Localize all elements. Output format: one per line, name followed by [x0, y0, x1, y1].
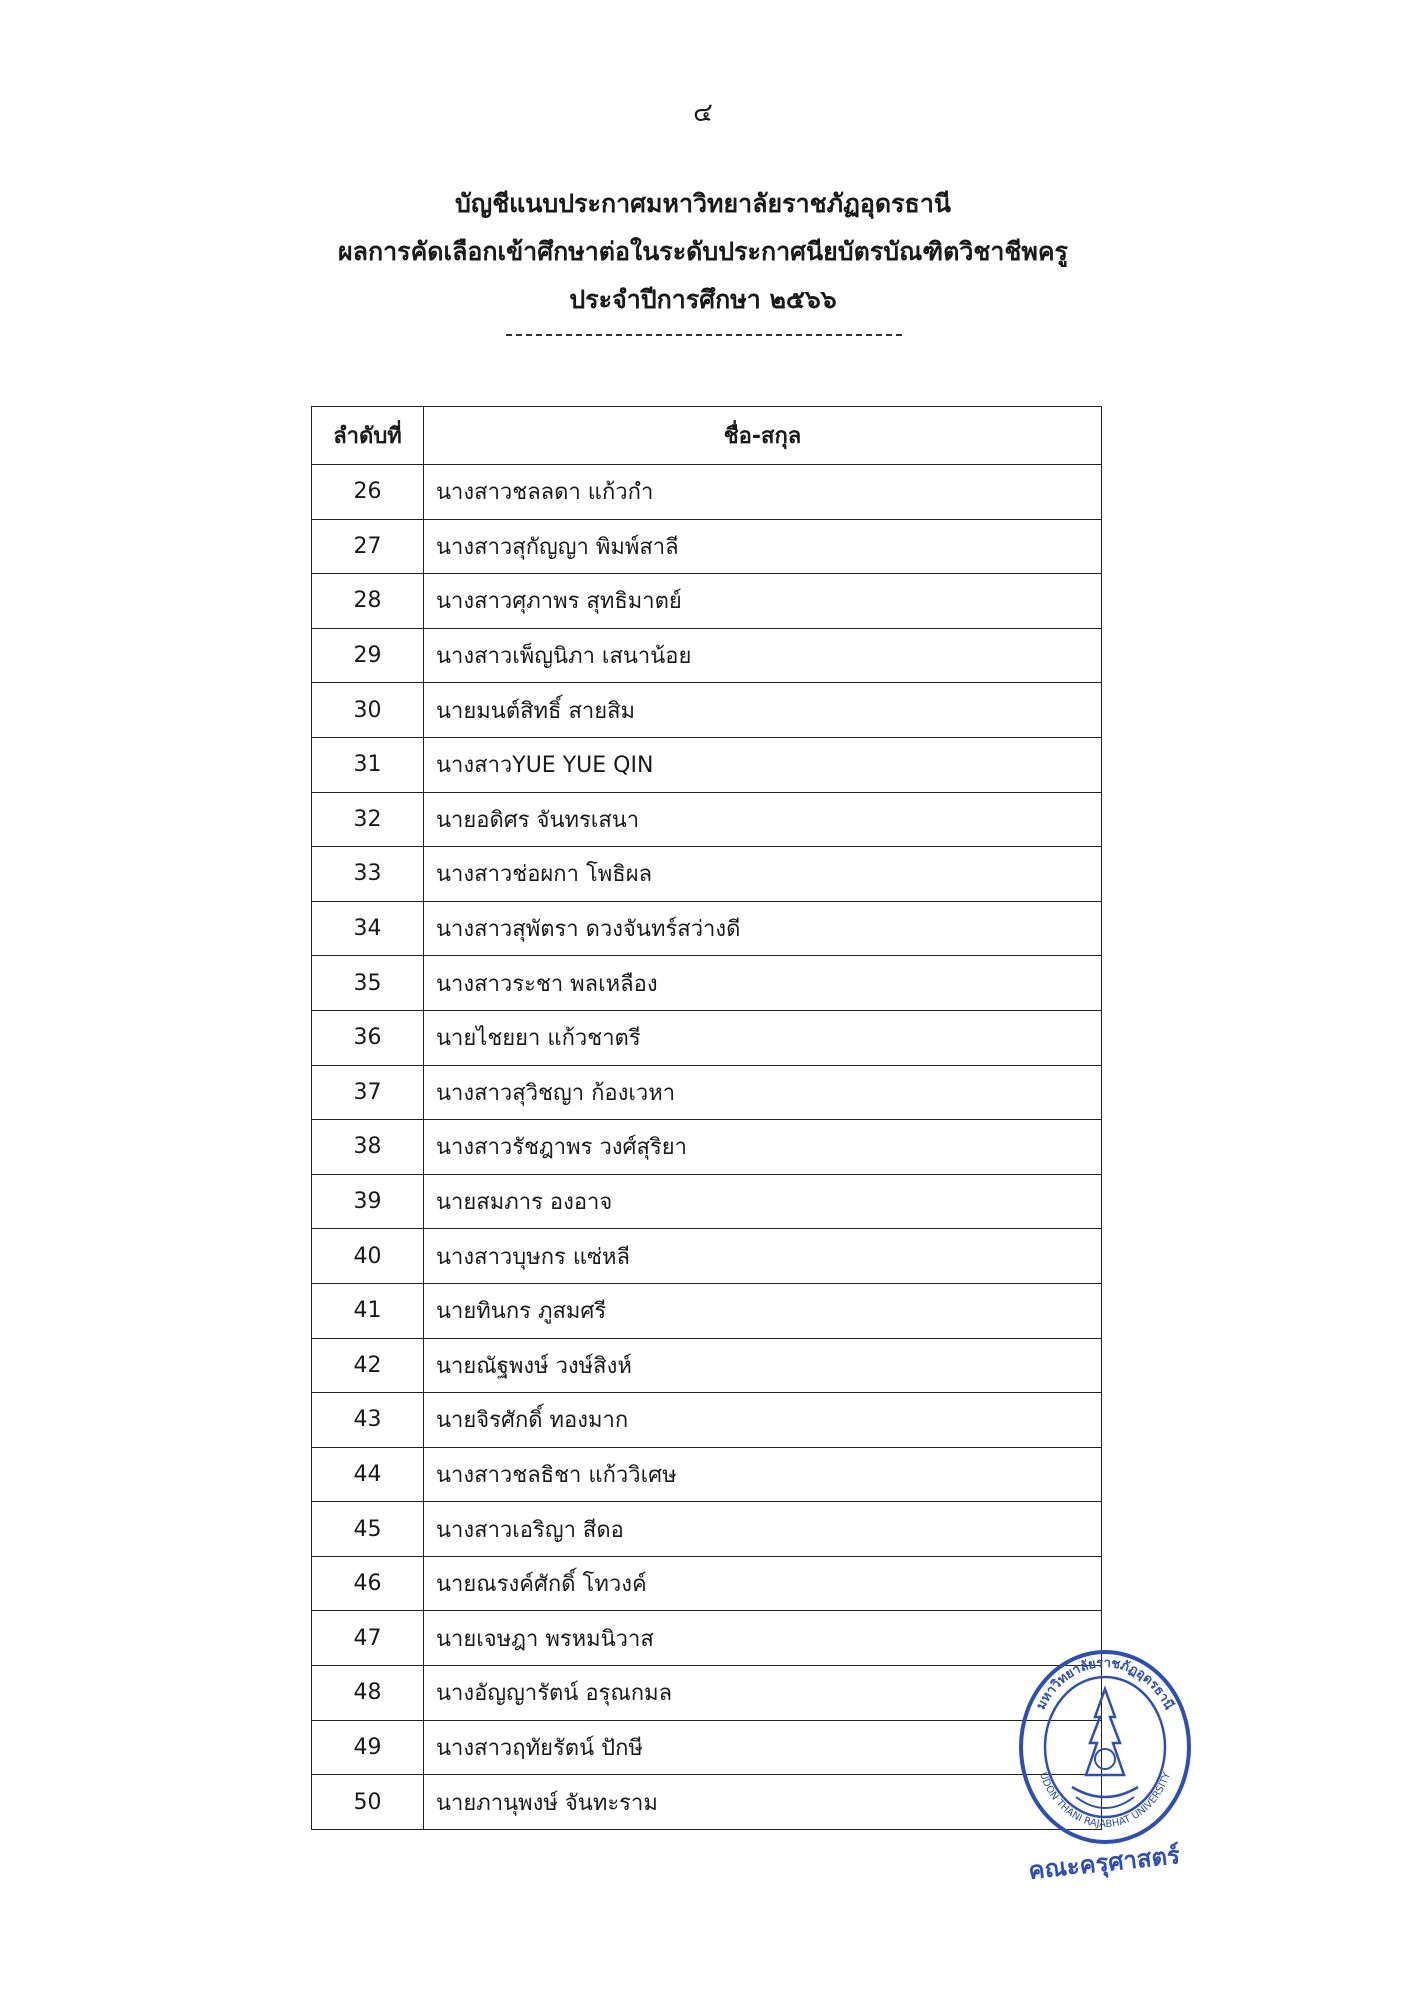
row-number: 45 [312, 1502, 424, 1557]
row-number: 36 [312, 1010, 424, 1065]
table-row [312, 792, 1102, 847]
table-row [312, 1447, 1102, 1502]
table-row [312, 1174, 1102, 1229]
seal-ring-text-top: มหาวิทยาลัยราชภัฏอุดรธานี [1033, 1655, 1177, 1713]
seal-graphic [1014, 1647, 1196, 1887]
row-number: 26 [312, 465, 424, 520]
table-row [312, 574, 1102, 629]
row-number: 29 [312, 628, 424, 683]
table-row [312, 956, 1102, 1011]
row-full-name: นายทินกร ภูสมศรี [424, 1283, 1102, 1338]
row-number: 34 [312, 901, 424, 956]
table-row [312, 628, 1102, 683]
table-row [312, 847, 1102, 902]
row-full-name: นางสาวสุกัญญา พิมพ์สาลี [424, 519, 1102, 574]
row-full-name: นางอัญญารัตน์ อรุณกมล [424, 1666, 1102, 1721]
table-row [312, 1720, 1102, 1775]
table-row [312, 1556, 1102, 1611]
row-full-name: นางสาวชลธิชา แก้ววิเศษ [424, 1447, 1102, 1502]
row-full-name: นายณัฐพงษ์ วงษ์สิงห์ [424, 1338, 1102, 1393]
row-full-name: นางสาวYUE YUE QIN [424, 737, 1102, 792]
table-row [312, 1010, 1102, 1065]
row-full-name: นางสาวระชา พลเหลือง [424, 956, 1102, 1011]
table-row [312, 1611, 1102, 1666]
heading-line-3: ประจำปีการศึกษา ๒๕๖๖ [569, 285, 837, 314]
row-number: 43 [312, 1393, 424, 1448]
svg-text:UDON THANI RAJABHAT UNIVERSITY [1037, 1770, 1173, 1830]
row-full-name: นายสมภาร องอาจ [424, 1174, 1102, 1229]
row-number: 27 [312, 519, 424, 574]
column-header-number: ลำดับที่ [312, 407, 424, 465]
row-number: 38 [312, 1120, 424, 1175]
results-table [311, 406, 1102, 1830]
table-row [312, 683, 1102, 738]
heading-line-1: บัญชีแนบประกาศมหาวิทยาลัยราชภัฏอุดรธานี [455, 189, 951, 218]
results-table-container [311, 406, 1101, 1830]
table-row [312, 1229, 1102, 1284]
row-full-name: นางสาวศุภาพร สุทธิมาตย์ [424, 574, 1102, 629]
row-full-name: นางสาวเพ็ญนิภา เสนาน้อย [424, 628, 1102, 683]
table-header-row [312, 407, 1102, 465]
document-heading [0, 180, 1406, 324]
row-number: 42 [312, 1338, 424, 1393]
table-row [312, 1666, 1102, 1721]
row-full-name: นายไชยยา แก้วชาตรี [424, 1010, 1102, 1065]
row-full-name: นางสาวสุวิชญา ก้องเวหา [424, 1065, 1102, 1120]
row-number: 31 [312, 737, 424, 792]
separator-line [506, 334, 902, 336]
row-number: 44 [312, 1447, 424, 1502]
seal-ring-text-bottom: UDON THANI RAJABHAT UNIVERSITY [1037, 1771, 1173, 1831]
row-full-name: นางสาวเอริญา สีดอ [424, 1502, 1102, 1557]
row-number: 28 [312, 574, 424, 629]
table-body [312, 465, 1102, 1830]
row-number: 37 [312, 1065, 424, 1120]
table-row [312, 465, 1102, 520]
row-full-name: นายภานุพงษ์ จันทะราม [424, 1775, 1102, 1830]
row-number: 33 [312, 847, 424, 902]
page-number: ๔ [693, 98, 713, 128]
row-number: 35 [312, 956, 424, 1011]
table-row [312, 1393, 1102, 1448]
row-full-name: นางสาวรัชฎาพร วงศ์สุริยา [424, 1120, 1102, 1175]
table-row [312, 1283, 1102, 1338]
row-full-name: นางสาวบุษกร แซ่หลี [424, 1229, 1102, 1284]
table-row [312, 901, 1102, 956]
row-number: 50 [312, 1775, 424, 1830]
row-full-name: นางสาวฤทัยรัตน์ ปักษี [424, 1720, 1102, 1775]
row-number: 32 [312, 792, 424, 847]
row-full-name: นางสาวสุพัตรา ดวงจันทร์สว่างดี [424, 901, 1102, 956]
row-full-name: นายจิรศักดิ์ ทองมาก [424, 1393, 1102, 1448]
table-row [312, 1502, 1102, 1557]
row-full-name: นายณรงค์ศักดิ์ โทวงค์ [424, 1556, 1102, 1611]
table-row [312, 1775, 1102, 1830]
row-full-name: นายเจษฎา พรหมนิวาส [424, 1611, 1102, 1666]
row-full-name: นางสาวช่อผกา โพธิผล [424, 847, 1102, 902]
seal-stamp-text: คณะครุศาสตร์ [1027, 1841, 1182, 1885]
row-number: 40 [312, 1229, 424, 1284]
row-number: 49 [312, 1720, 424, 1775]
svg-text:มหาวิทยาลัยราชภัฏอุดรธานี [1034, 1656, 1177, 1712]
heading-line-2: ผลการคัดเลือกเข้าศึกษาต่อในระดับประกาศนียบัตรบัณฑิตวิชาชีพครู [338, 237, 1068, 266]
row-full-name: นายอดิศร จันทรเสนา [424, 792, 1102, 847]
row-number: 30 [312, 683, 424, 738]
row-full-name: นายมนต์สิทธิ์ สายสิม [424, 683, 1102, 738]
table-row [312, 1338, 1102, 1393]
table-row [312, 737, 1102, 792]
row-full-name: นางสาวชลลดา แก้วกำ [424, 465, 1102, 520]
university-seal-icon [1014, 1647, 1196, 1887]
row-number: 48 [312, 1666, 424, 1721]
row-number: 46 [312, 1556, 424, 1611]
table-row [312, 519, 1102, 574]
table-row [312, 1065, 1102, 1120]
row-number: 39 [312, 1174, 424, 1229]
table-row [312, 1120, 1102, 1175]
column-header-name: ชื่อ-สกุล [424, 407, 1102, 465]
row-number: 41 [312, 1283, 424, 1338]
row-number: 47 [312, 1611, 424, 1666]
